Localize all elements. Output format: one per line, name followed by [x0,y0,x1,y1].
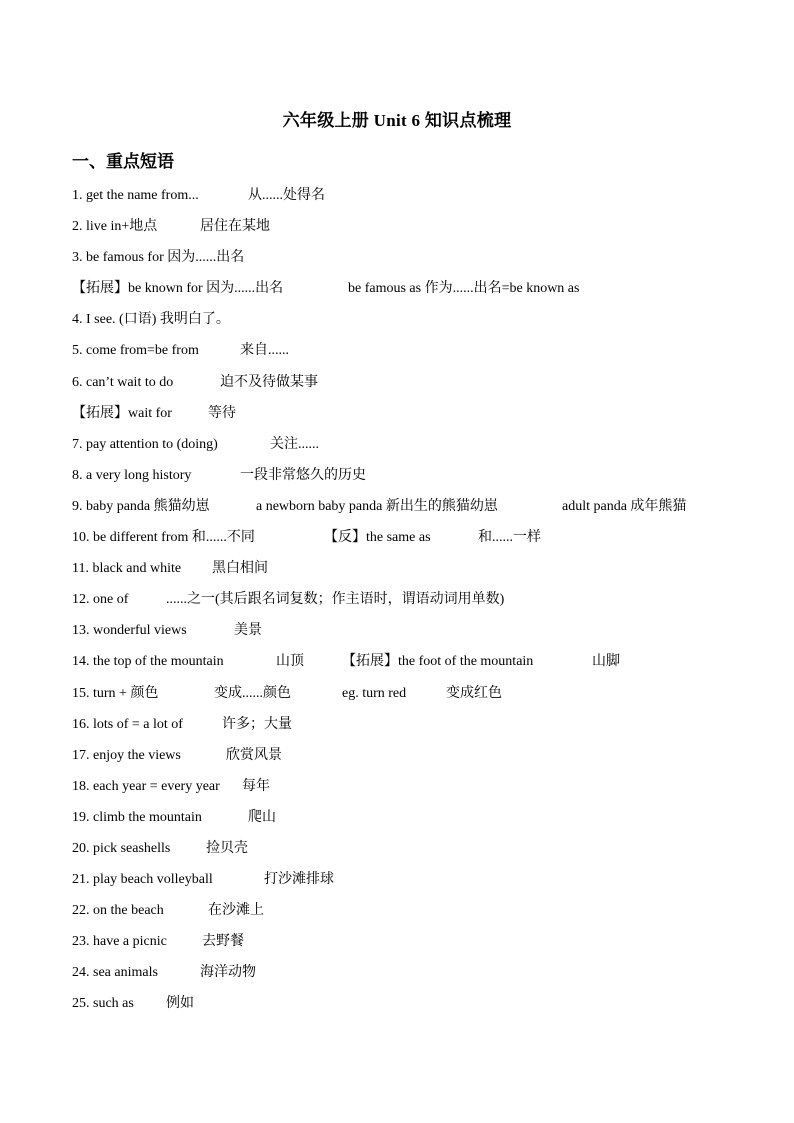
phrase-segment: 24. sea animals [72,965,158,981]
phrase-line [72,682,732,713]
phrase-segment: 关注...... [270,436,319,452]
phrase-segment: 20. pick seashells [72,840,171,856]
phrase-segment: 每年 [242,778,270,794]
phrase-segment: 美景 [234,623,262,639]
phrase-segment: adult panda 成年熊猫 [562,498,687,514]
phrase-line [72,588,732,619]
phrase-segment: 从......处得名 [248,188,325,203]
phrase-segment: 18. each year = every year [72,778,220,794]
phrase-line [72,464,732,495]
phrase-line [72,744,732,775]
phrase-line [72,930,732,961]
phrase-segment: 8. a very long history [72,467,192,483]
phrase-segment: 一段非常悠久的历史 [240,467,366,483]
phrase-line [72,184,732,215]
phrase-line [72,837,732,868]
phrase-segment: 【拓展】wait for [72,405,172,421]
phrase-segment: 12. one of [72,592,129,608]
phrase-segment: 11. black and white [72,561,182,577]
phrase-segment: 13. wonderful views [72,623,187,639]
phrase-segment: 【拓展】the foot of the mountain [342,654,534,670]
phrase-segment: 21. play beach volleyball [72,872,213,888]
phrase-segment: 欣赏风景 [226,747,282,763]
phrase-segment: 【反】the same as [324,530,431,546]
phrase-segment: 海洋动物 [200,965,256,981]
phrase-segment: 10. be different from 和......不同 [72,530,255,546]
phrase-segment: be famous as 作为......出名=be known as [348,281,580,297]
phrase-line [72,992,732,1023]
phrase-segment: 19. climb the mountain [72,809,202,825]
page-title: 六年级上册 Unit 6 知识点梳理 [282,111,512,130]
phrase-segment: 例如 [166,996,194,1012]
phrase-line [72,215,732,246]
phrase-segment: 【拓展】be known for 因为......出名 [72,281,284,297]
phrase-line [72,526,732,557]
phrase-line [72,806,732,837]
phrase-line [72,277,732,308]
phrase-list [72,184,732,1024]
phrase-segment: eg. turn red [342,685,407,701]
phrase-segment: 16. lots of = a lot of [72,716,183,732]
phrase-line [72,899,732,930]
phrase-segment: 和......一样 [478,530,541,546]
phrase-segment: a newborn baby panda 新出生的熊猫幼崽 [256,498,498,514]
phrase-segment: 捡贝壳 [206,840,248,856]
phrase-segment: 在沙滩上 [208,903,264,919]
phrase-line [72,868,732,899]
phrase-line [72,371,732,402]
phrase-segment: 7. pay attention to (doing) [72,436,218,452]
phrase-segment: 3. be famous for 因为......出名 [72,250,245,266]
phrase-segment: 打沙滩排球 [264,872,334,888]
phrase-segment: 5. come from=be from [72,343,199,359]
phrase-segment: 15. turn + 颜色 [72,685,159,701]
phrase-line [72,557,732,588]
phrase-line [72,433,732,464]
phrase-segment: 来自...... [240,343,289,359]
phrase-segment: 22. on the beach [72,903,164,919]
phrase-segment: 17. enjoy the views [72,747,181,763]
phrase-segment: 居住在某地 [200,219,270,235]
phrase-segment: 23. have a picnic [72,934,167,950]
phrase-line [72,402,732,433]
phrase-line [72,650,732,681]
phrase-segment: 6. can’t wait to do [72,374,174,390]
phrase-segment: 变成......颜色 [214,685,291,701]
phrase-segment: 9. baby panda 熊猫幼崽 [72,498,210,514]
phrase-line [72,619,732,650]
phrase-segment: 14. the top of the mountain [72,654,224,670]
phrase-line [72,339,732,370]
phrase-segment: 山脚 [592,654,620,670]
phrase-segment: 山顶 [276,654,304,670]
phrase-line [72,308,732,339]
phrase-segment: 迫不及待做某事 [220,374,318,390]
phrase-segment: 25. such as [72,996,134,1012]
phrase-segment: 等待 [208,405,236,421]
phrase-segment: 4. I see. (口语) 我明白了。 [72,312,230,328]
section-heading: 一、重点短语 [72,152,174,171]
phrase-segment: ......之一(其后跟名词复数；作主语时，谓语动词用单数) [166,592,505,608]
phrase-segment: 去野餐 [202,934,244,950]
phrase-segment: 变成红色 [446,685,502,701]
phrase-line [72,246,732,277]
phrase-segment: 1. get the name from... [72,188,199,203]
phrase-line [72,775,732,806]
phrase-segment: 爬山 [248,809,276,825]
phrase-segment: 许多；大量 [222,716,292,732]
phrase-line [72,495,732,526]
phrase-segment: 2. live in+地点 [72,219,158,235]
phrase-segment: 黑白相间 [212,561,268,577]
phrase-line [72,961,732,992]
phrase-line [72,713,732,744]
